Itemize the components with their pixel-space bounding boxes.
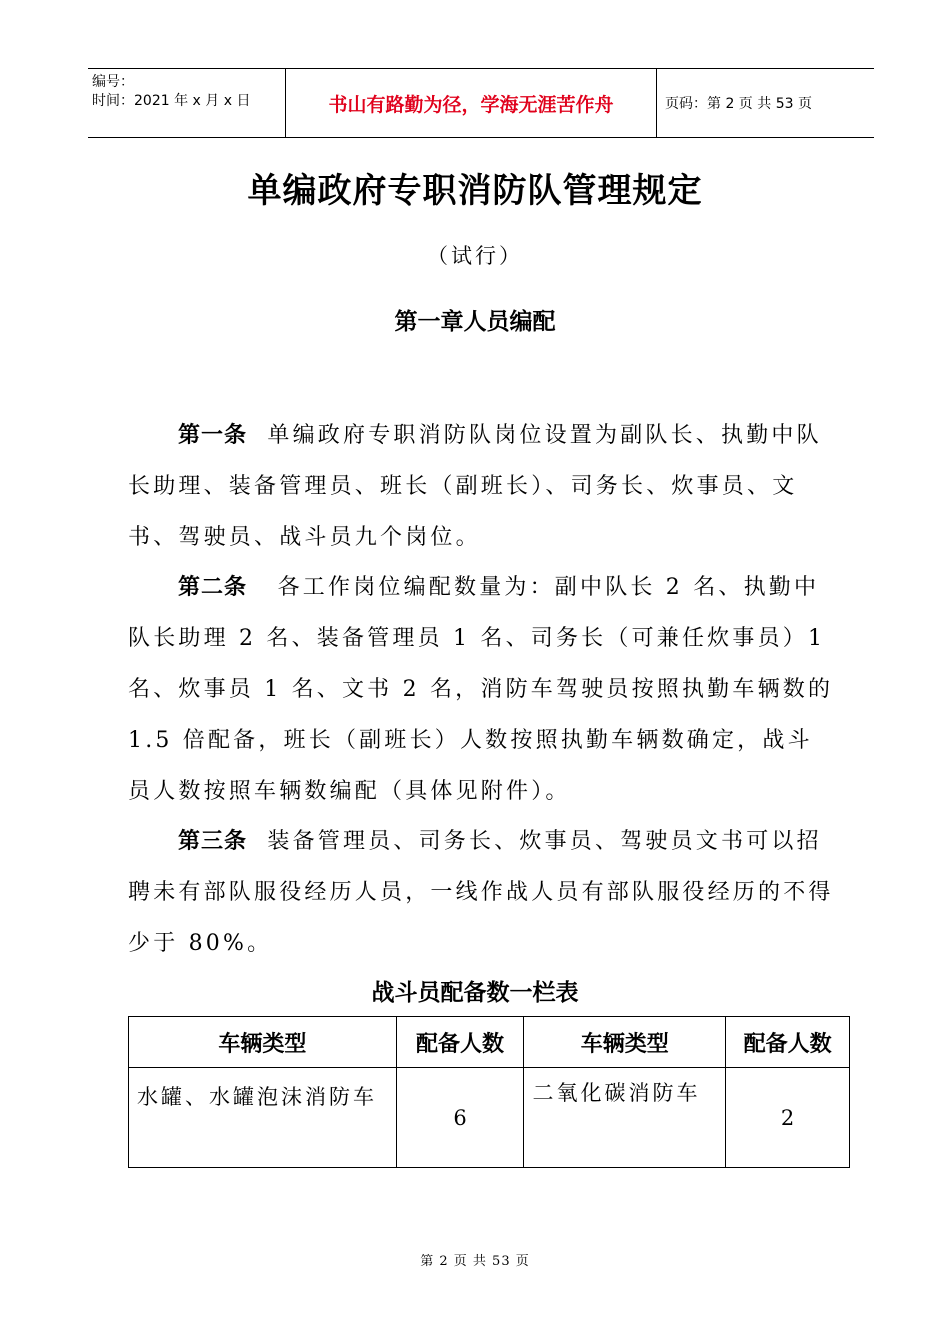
- header-staff-count: 配备人数: [726, 1017, 850, 1068]
- cell-vehicle-type: 二氧化碳消防车: [524, 1068, 726, 1168]
- cell-staff-count: 2: [726, 1068, 850, 1168]
- staffing-table: [128, 1016, 850, 1168]
- time-label: 时间：2021 年 x 月 x 日: [92, 93, 251, 109]
- article-text: 装备管理员、司务长、炊事员、驾驶员文书可以招聘未有部队服役经历人员，一线作战人员有部队服役经历的不得少于 80%。: [128, 829, 834, 956]
- article-label: 第二条: [178, 575, 248, 600]
- article-label: 第一条: [178, 423, 248, 448]
- article-2: [128, 562, 836, 817]
- cell-staff-count: 6: [396, 1068, 524, 1168]
- header-meta: [88, 69, 285, 137]
- header-staff-count: 配备人数: [396, 1017, 524, 1068]
- page-footer: 第 2 页 共 53 页: [420, 1254, 530, 1269]
- article-3: [128, 816, 836, 969]
- article-label: 第三条: [178, 829, 248, 854]
- article-text: 各工作岗位编配数量为：副中队长 2 名、执勤中队长助理 2 名、装备管理员 1 名、司务长（可兼任炊事员）1 名、炊事员 1 名、文书 2 名，消防车驾驶员按照执勤车辆数的 1.5 倍配备，班长（副班长）人数按照执勤车辆数确定，战斗员人数按照车辆数编配（具体见附件）。: [128, 575, 834, 804]
- document-subtitle: （试行）: [427, 244, 523, 268]
- number-label: 编号：: [92, 74, 134, 90]
- cell-vehicle-type: 水罐、水罐泡沫消防车: [129, 1068, 397, 1168]
- table-title: 战斗员配备数一栏表: [371, 980, 579, 1006]
- table-row: [129, 1068, 850, 1168]
- header-vehicle-type: 车辆类型: [524, 1017, 726, 1068]
- header-page-label: 页码：第 2 页 共 53 页: [665, 96, 812, 112]
- header-vehicle-type: 车辆类型: [129, 1017, 397, 1068]
- page-header: [88, 68, 874, 138]
- header-motto: 书山有路勤为径，学海无涯苦作舟: [285, 69, 657, 137]
- article-1: [128, 410, 836, 563]
- article-text: 单编政府专职消防队岗位设置为副队长、执勤中队长助理、装备管理员、班长（副班长）、司务长、炊事员、文书、驾驶员、战斗员九个岗位。: [128, 423, 822, 550]
- table-header-row: [129, 1017, 850, 1068]
- chapter-heading: 第一章人员编配: [394, 309, 556, 335]
- document-title: 单编政府专职消防队管理规定: [247, 171, 703, 211]
